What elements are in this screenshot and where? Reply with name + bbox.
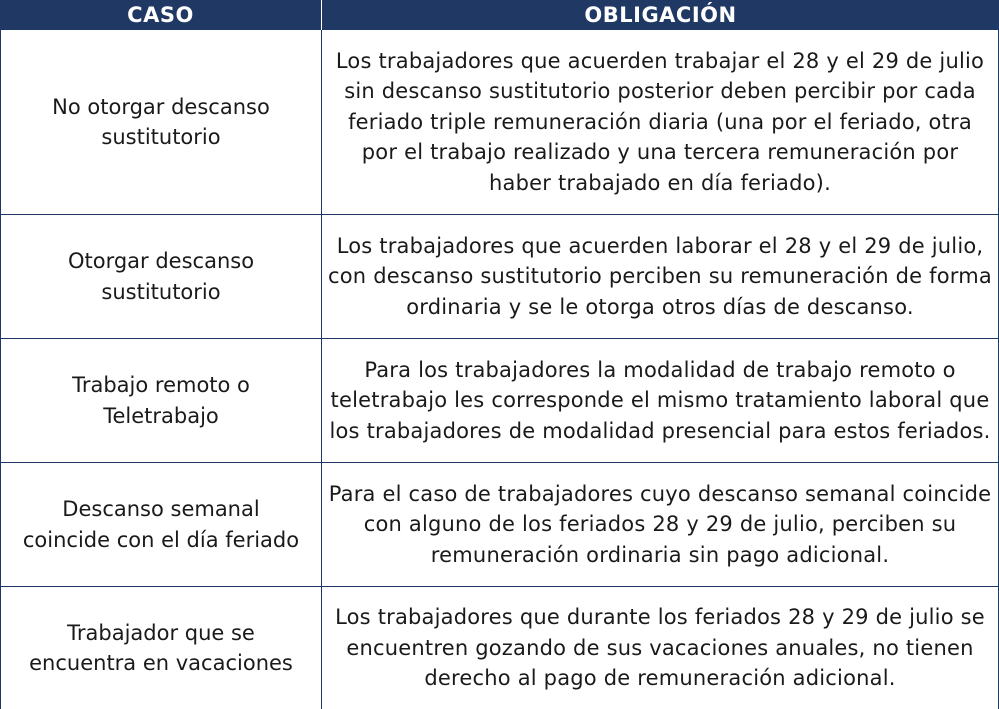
obligacion-cell: Para los trabajadores la modalidad de trabajo remoto o teletrabajo les corresponde el mismo tratamiento laboral que los trabajadores de modalidad presencial para estos feriados. bbox=[321, 339, 999, 462]
caso-cell: Trabajador que se encuentra en vacaciones bbox=[0, 587, 321, 709]
table-row bbox=[0, 339, 999, 463]
caso-cell: No otorgar descanso sustitutorio bbox=[0, 30, 321, 214]
obligacion-cell: Los trabajadores que acuerden trabajar el 28 y el 29 de julio sin descanso sustitutorio posterior deben percibir por cada feriado triple remuneración diaria (una por el feriado, otra por el trabajo realizado y una tercera remuneración por haber trabajado en día feriado). bbox=[321, 30, 999, 214]
obligacion-cell: Los trabajadores que acuerden laborar el 28 y el 29 de julio, con descanso sustitutorio perciben su remuneración de forma ordinaria y se le otorga otros días de descanso. bbox=[321, 215, 999, 338]
header-obligacion: OBLIGACIÓN bbox=[321, 0, 999, 30]
obligacion-cell: Para el caso de trabajadores cuyo descanso semanal coincide con alguno de los feriados 28 y 29 de julio, perciben su remuneración ordinaria sin pago adicional. bbox=[321, 463, 999, 586]
table-row bbox=[0, 587, 999, 709]
caso-cell: Trabajo remoto o Teletrabajo bbox=[0, 339, 321, 462]
table-header bbox=[0, 0, 999, 30]
obligacion-cell: Los trabajadores que durante los feriados 28 y 29 de julio se encuentren gozando de sus vacaciones anuales, no tienen derecho al pago de remuneración adicional. bbox=[321, 587, 999, 709]
caso-cell: Otorgar descanso sustitutorio bbox=[0, 215, 321, 338]
table-row bbox=[0, 215, 999, 339]
caso-cell: Descanso semanal coincide con el día feriado bbox=[0, 463, 321, 586]
header-caso: CASO bbox=[127, 3, 194, 27]
table-row bbox=[0, 463, 999, 587]
table-row bbox=[0, 30, 999, 215]
